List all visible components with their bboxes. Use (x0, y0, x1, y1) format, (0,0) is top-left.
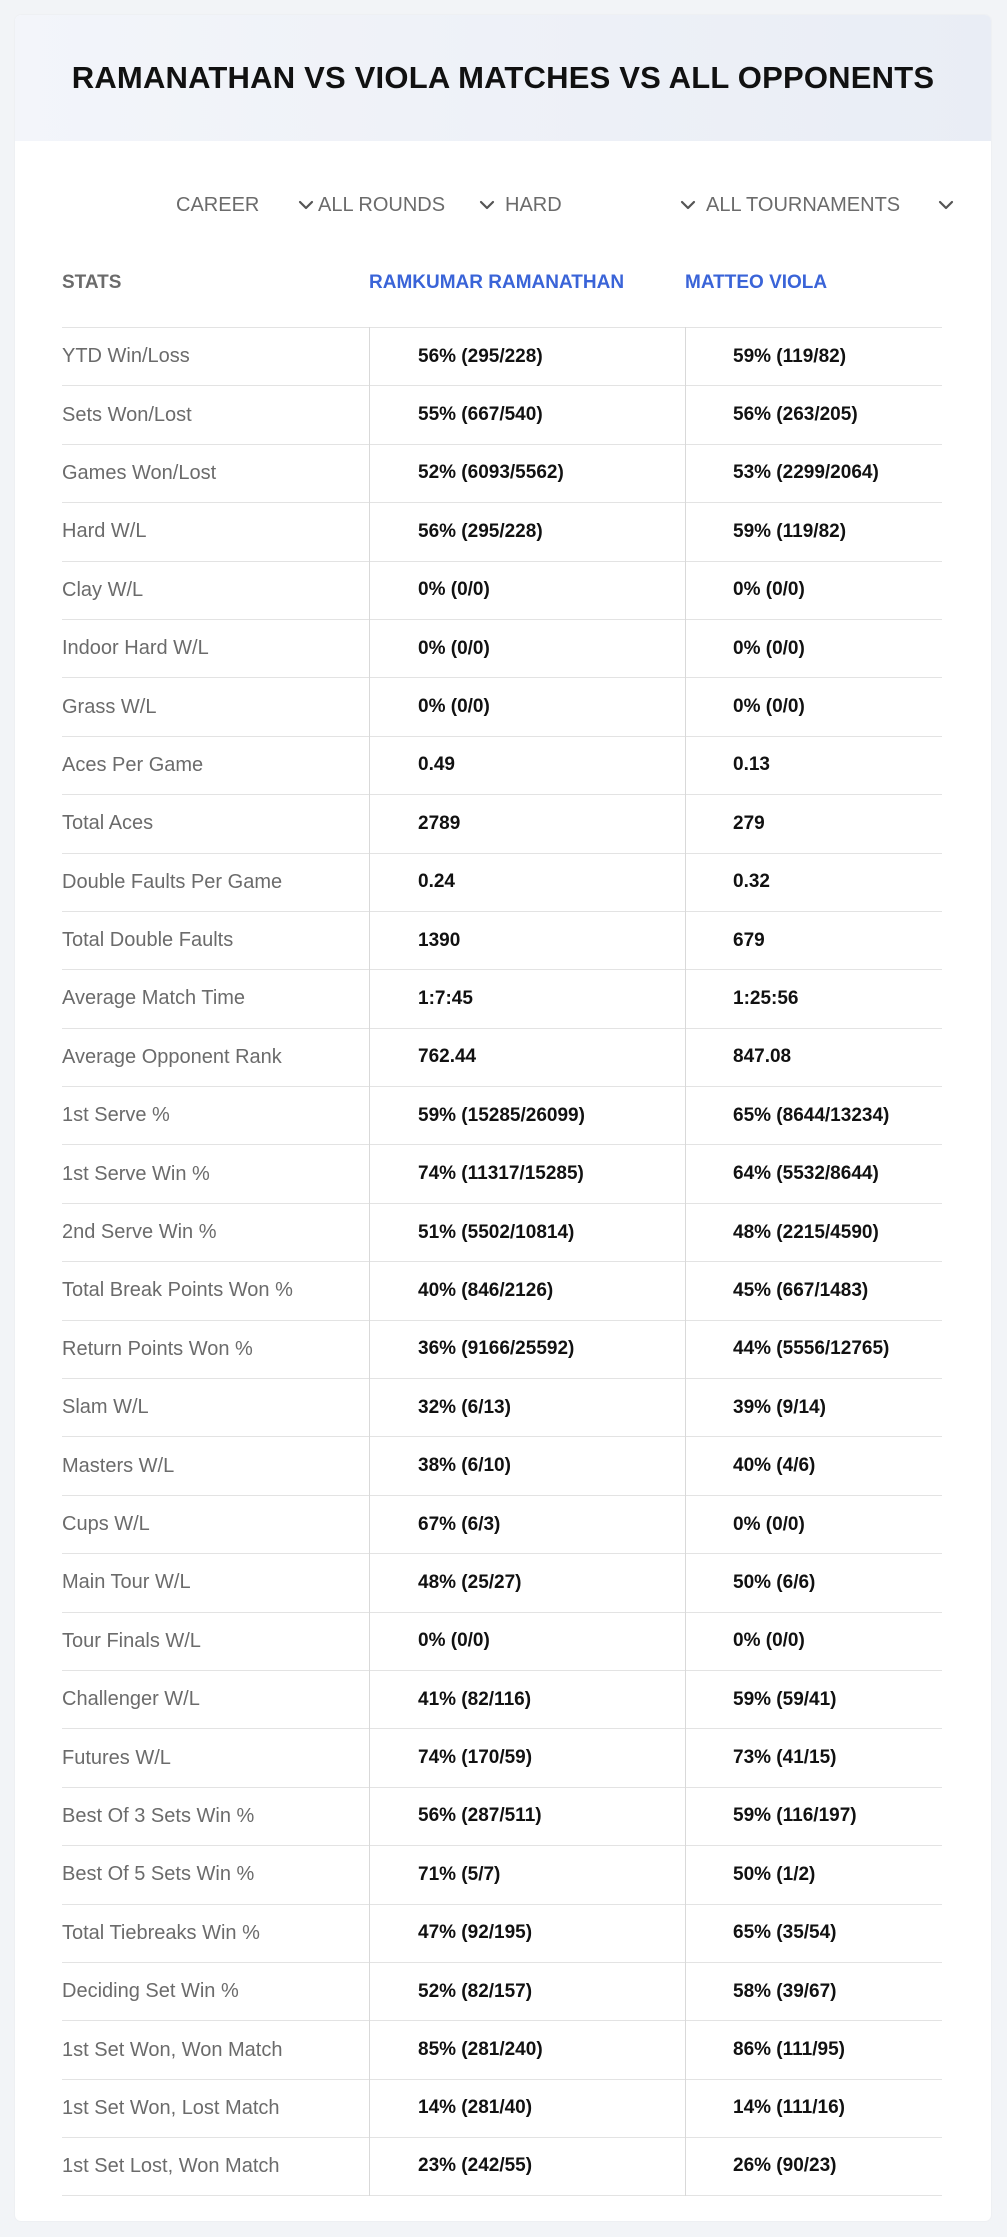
player2-stat-value: 14% (111/16) (733, 2097, 845, 2119)
stat-label: Deciding Set Win % (62, 1980, 239, 2003)
filter-bar (15, 185, 991, 225)
player2-stat-value: 40% (4/6) (733, 1455, 816, 1477)
stat-label: Total Double Faults (62, 929, 234, 952)
player1-stat-value: 0.49 (418, 754, 455, 776)
column-divider (369, 327, 370, 2196)
player1-stat-value: 67% (6/3) (418, 1513, 501, 1535)
player2-stat-value: 59% (116/197) (733, 1805, 857, 1827)
table-row (62, 1670, 942, 1728)
player1-stat-value: 1:7:45 (418, 987, 473, 1009)
table-row (62, 561, 942, 619)
player1-stat-value: 47% (92/195) (418, 1922, 533, 1944)
stat-label: YTD Win/Loss (62, 345, 190, 368)
stat-label: Tour Finals W/L (62, 1629, 201, 1652)
player2-stat-value: 847.08 (733, 1046, 792, 1068)
stat-label: Sets Won/Lost (62, 403, 192, 426)
player2-stat-value: 73% (41/15) (733, 1747, 837, 1769)
player1-stat-value: 55% (667/540) (418, 404, 543, 426)
table-body (62, 327, 942, 2196)
player2-column-header[interactable]: MATTEO VIOLA (685, 272, 828, 293)
filter-value: HARD (505, 193, 562, 216)
player2-stat-value: 0% (0/0) (733, 1630, 805, 1652)
stat-label: Return Points Won % (62, 1337, 253, 1360)
chevron-down-icon (295, 194, 317, 216)
stat-label: 1st Serve Win % (62, 1162, 210, 1185)
player2-stat-value: 50% (6/6) (733, 1571, 816, 1593)
table-row (62, 1845, 942, 1903)
chevron-down-icon (476, 194, 498, 216)
player1-stat-value: 0% (0/0) (418, 579, 490, 601)
player1-stat-value: 0.24 (418, 871, 455, 893)
player2-stat-value: 0.32 (733, 871, 770, 893)
player2-stat-value: 39% (9/14) (733, 1396, 826, 1418)
player2-stat-value: 0% (0/0) (733, 579, 805, 601)
stat-label: Hard W/L (62, 520, 147, 543)
player2-stat-value: 65% (8644/13234) (733, 1104, 890, 1126)
player2-stat-value: 58% (39/67) (733, 1980, 837, 2002)
player2-stat-value: 86% (111/95) (733, 2039, 845, 2061)
stat-label: Cups W/L (62, 1513, 150, 1535)
player2-stat-value: 59% (119/82) (733, 520, 847, 542)
player1-stat-value: 52% (6093/5562) (418, 462, 564, 484)
player1-column-header[interactable]: RAMKUMAR RAMANATHAN (369, 272, 625, 293)
player2-stat-value: 64% (5532/8644) (733, 1163, 879, 1185)
player1-stat-value: 1390 (418, 929, 461, 951)
table-row (62, 1962, 942, 2020)
player2-stat-value: 1:25:56 (733, 987, 799, 1009)
player2-stat-value: 0.13 (733, 754, 770, 776)
stats-column-header: STATS (62, 272, 122, 293)
stat-label: Masters W/L (62, 1454, 175, 1477)
table-row (62, 444, 942, 502)
stat-label: Indoor Hard W/L (62, 637, 209, 660)
page-title: RAMANATHAN VS VIOLA MATCHES VS ALL OPPONENTS (71, 60, 935, 95)
table-row (62, 1612, 942, 1670)
stat-label: Games Won/Lost (62, 461, 217, 484)
table-header (62, 247, 942, 327)
player1-stat-value: 0% (0/0) (418, 637, 490, 659)
player2-stat-value: 59% (59/41) (733, 1688, 837, 1710)
stat-label: Best Of 3 Sets Win % (62, 1804, 255, 1827)
stat-label: Total Tiebreaks Win % (62, 1921, 260, 1944)
stat-label: Challenger W/L (62, 1688, 200, 1711)
table-row (62, 327, 942, 385)
player1-stat-value: 14% (281/40) (418, 2097, 533, 2119)
table-row (62, 736, 942, 794)
stat-label: Grass W/L (62, 695, 157, 718)
player1-stat-value: 56% (287/511) (418, 1805, 542, 1827)
table-row (62, 1436, 942, 1494)
player2-stat-value: 50% (1/2) (733, 1863, 816, 1885)
table-row (62, 2079, 942, 2137)
stat-label: 1st Set Won, Won Match (62, 2038, 283, 2061)
stat-label: Average Opponent Rank (62, 1045, 282, 1068)
stat-label: Clay W/L (62, 578, 144, 601)
stat-label: Total Aces (62, 812, 154, 835)
stat-label: Main Tour W/L (62, 1571, 191, 1594)
player1-stat-value: 40% (846/2126) (418, 1279, 554, 1301)
player1-stat-value: 56% (295/228) (418, 345, 543, 367)
stat-label: 1st Serve % (62, 1104, 170, 1127)
table-row (62, 1028, 942, 1086)
player1-stat-value: 71% (5/7) (418, 1863, 501, 1885)
table-row (62, 1378, 942, 1436)
player1-stat-value: 41% (82/116) (418, 1688, 532, 1710)
table-row (62, 969, 942, 1027)
table-row (62, 1728, 942, 1786)
player2-stat-value: 56% (263/205) (733, 404, 858, 426)
table-row (62, 1553, 942, 1611)
stats-card (15, 15, 991, 2221)
table-row (62, 1086, 942, 1144)
player1-stat-value: 38% (6/10) (418, 1455, 511, 1477)
table-row (62, 2020, 942, 2078)
table-row (62, 1203, 942, 1261)
player1-stat-value: 0% (0/0) (418, 1630, 490, 1652)
filter-rounds-select[interactable] (318, 185, 498, 225)
filter-value: CAREER (176, 193, 260, 216)
player1-stat-value: 36% (9166/25592) (418, 1338, 575, 1360)
player2-stat-value: 65% (35/54) (733, 1922, 837, 1944)
stat-label: Total Break Points Won % (62, 1279, 293, 1302)
table-row (62, 1495, 942, 1553)
stat-label: 1st Set Lost, Won Match (62, 2154, 280, 2177)
table-row (62, 502, 942, 560)
player1-stat-value: 74% (11317/15285) (418, 1163, 584, 1185)
filter-career-select[interactable] (176, 185, 317, 225)
player2-stat-value: 48% (2215/4590) (733, 1221, 879, 1243)
table-row (62, 853, 942, 911)
stat-label: Aces Per Game (62, 753, 204, 776)
filter-surface-select[interactable] (505, 185, 699, 225)
player2-stat-value: 45% (667/1483) (733, 1279, 869, 1301)
stat-label: Futures W/L (62, 1746, 171, 1769)
player1-stat-value: 85% (281/240) (418, 2039, 543, 2061)
player2-stat-value: 279 (733, 812, 765, 834)
player2-stat-value: 0% (0/0) (733, 696, 805, 718)
table-row (62, 794, 942, 852)
player2-stat-value: 0% (0/0) (733, 1513, 805, 1535)
player2-stat-value: 59% (119/82) (733, 345, 847, 367)
player1-stat-value: 32% (6/13) (418, 1396, 511, 1418)
table-row (62, 677, 942, 735)
stat-label: Slam W/L (62, 1396, 149, 1419)
stat-label: Best Of 5 Sets Win % (62, 1863, 255, 1886)
player2-stat-value: 44% (5556/12765) (733, 1338, 890, 1360)
player2-stat-value: 53% (2299/2064) (733, 462, 879, 484)
stat-label: 2nd Serve Win % (62, 1221, 217, 1244)
player1-stat-value: 762.44 (418, 1046, 477, 1068)
table-row (62, 1787, 942, 1845)
stat-label: Double Faults Per Game (62, 870, 283, 893)
table-row (62, 619, 942, 677)
player1-stat-value: 23% (242/55) (418, 2155, 533, 2177)
table-row (62, 1261, 942, 1319)
table-row (62, 911, 942, 969)
player1-stat-value: 74% (170/59) (418, 1747, 533, 1769)
table-row (62, 385, 942, 443)
player1-stat-value: 59% (15285/26099) (418, 1104, 585, 1126)
stats-table (62, 247, 942, 2196)
stat-label: 1st Set Won, Lost Match (62, 2096, 280, 2119)
filter-value: ALL TOURNAMENTS (706, 193, 901, 216)
player1-stat-value: 2789 (418, 812, 461, 834)
chevron-down-icon (935, 194, 957, 216)
filter-tournaments-select[interactable] (706, 185, 957, 225)
player2-stat-value: 0% (0/0) (733, 637, 805, 659)
player2-stat-value: 26% (90/23) (733, 2155, 837, 2177)
table-row (62, 1904, 942, 1962)
player1-stat-value: 0% (0/0) (418, 696, 490, 718)
column-divider (685, 327, 686, 2196)
stat-label: Average Match Time (62, 987, 246, 1010)
chevron-down-icon (677, 194, 699, 216)
player1-stat-value: 51% (5502/10814) (418, 1221, 575, 1243)
card-header (15, 15, 991, 141)
player1-stat-value: 48% (25/27) (418, 1571, 522, 1593)
filter-value: ALL ROUNDS (318, 193, 446, 216)
table-row (62, 1320, 942, 1378)
player1-stat-value: 52% (82/157) (418, 1980, 533, 2002)
player1-stat-value: 56% (295/228) (418, 520, 543, 542)
table-row (62, 1144, 942, 1202)
player2-stat-value: 679 (733, 929, 765, 951)
table-row (62, 2137, 942, 2195)
